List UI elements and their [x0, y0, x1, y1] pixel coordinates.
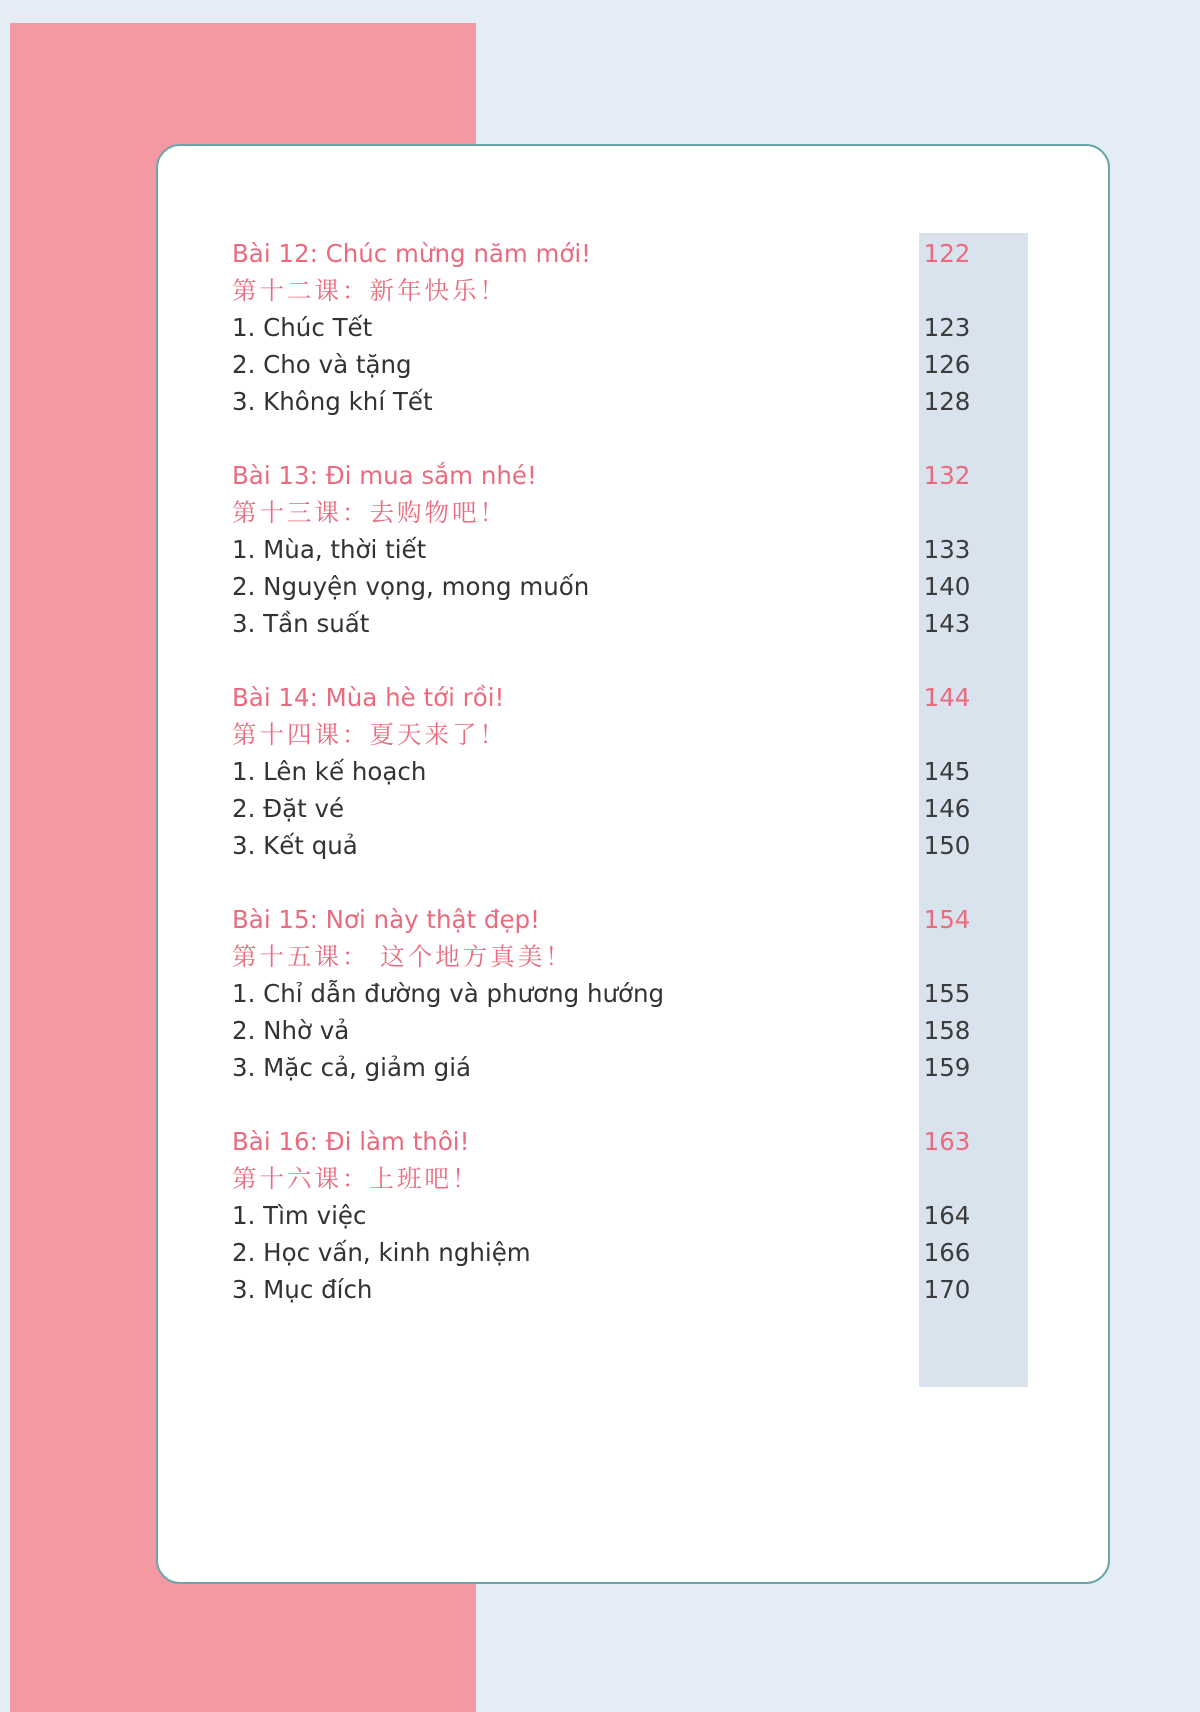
lesson-title: Bài 13: Đi mua sắm nhé!: [232, 461, 537, 490]
toc-item-label: 1. Chỉ dẫn đường và phương hướng: [232, 979, 665, 1008]
lesson-chinese-title: 第十三课：去购物吧！: [232, 498, 507, 527]
toc-item-label: 2. Cho và tặng: [232, 350, 412, 379]
toc-item-label: 2. Đặt vé: [232, 794, 345, 823]
lesson-13: [232, 457, 982, 642]
toc-item-label: 3. Mục đích: [232, 1275, 373, 1304]
toc-item-label: 1. Tìm việc: [232, 1201, 367, 1230]
toc-item-page: 146: [923, 794, 971, 823]
lesson-title-row[interactable]: [232, 457, 982, 494]
toc-item-page: 150: [923, 831, 971, 860]
toc-item-label: 2. Nhờ vả: [232, 1016, 350, 1045]
toc-item[interactable]: [232, 531, 982, 568]
lesson-chinese-title: 第十四课：夏天来了！: [232, 720, 507, 749]
lesson-title: Bài 15: Nơi này thật đẹp!: [232, 905, 540, 934]
lesson-chinese-title: 第十二课：新年快乐！: [232, 276, 507, 305]
toc-item-label: 3. Kết quả: [232, 831, 358, 860]
lesson-title-row[interactable]: [232, 1123, 982, 1160]
toc-item[interactable]: [232, 383, 982, 420]
toc-item[interactable]: [232, 1234, 982, 1271]
toc-item[interactable]: [232, 1049, 982, 1086]
lesson-page-number: 132: [923, 461, 971, 490]
toc-item-label: 1. Chúc Tết: [232, 313, 373, 342]
toc-item[interactable]: [232, 568, 982, 605]
lesson-title-row[interactable]: [232, 679, 982, 716]
lesson-chinese-title: 第十五课： 这个地方真美！: [232, 942, 573, 971]
toc-item-page: 158: [923, 1016, 971, 1045]
toc-item-page: 166: [923, 1238, 971, 1267]
lesson-16: [232, 1123, 982, 1308]
toc-item-page: 128: [923, 387, 971, 416]
toc-item-page: 143: [923, 609, 971, 638]
toc-item-label: 1. Lên kế hoạch: [232, 757, 427, 786]
lesson-15: [232, 901, 982, 1086]
toc-item[interactable]: [232, 790, 982, 827]
toc-item-label: 2. Nguyện vọng, mong muốn: [232, 572, 590, 601]
toc-item-page: 126: [923, 350, 971, 379]
toc-item-page: 164: [923, 1201, 971, 1230]
toc-item[interactable]: [232, 309, 982, 346]
lesson-page-number: 122: [923, 239, 971, 268]
lesson-12: [232, 235, 982, 420]
lesson-14: [232, 679, 982, 864]
lesson-page-number: 163: [923, 1127, 971, 1156]
toc-item-page: 145: [923, 757, 971, 786]
toc-card: [156, 144, 1110, 1584]
toc-item-label: 2. Học vấn, kinh nghiệm: [232, 1238, 531, 1267]
toc-item-label: 3. Không khí Tết: [232, 387, 433, 416]
lesson-title-row[interactable]: [232, 901, 982, 938]
toc-item-label: 3. Mặc cả, giảm giá: [232, 1053, 472, 1082]
toc-item-page: 123: [923, 313, 971, 342]
toc-item[interactable]: [232, 1271, 982, 1308]
lesson-title-row[interactable]: [232, 235, 982, 272]
toc-item[interactable]: [232, 605, 982, 642]
toc-item[interactable]: [232, 1197, 982, 1234]
toc-item-label: 1. Mùa, thời tiết: [232, 535, 427, 564]
toc-item-label: 3. Tần suất: [232, 609, 370, 638]
lesson-chinese-title: 第十六课：上班吧！: [232, 1164, 480, 1193]
toc-item[interactable]: [232, 346, 982, 383]
toc-item-page: 133: [923, 535, 971, 564]
lesson-page-number: 154: [923, 905, 971, 934]
toc-item[interactable]: [232, 827, 982, 864]
toc-item-page: 159: [923, 1053, 971, 1082]
toc-item[interactable]: [232, 1012, 982, 1049]
lesson-title: Bài 16: Đi làm thôi!: [232, 1127, 470, 1156]
toc-item[interactable]: [232, 975, 982, 1012]
lesson-title: Bài 12: Chúc mừng năm mới!: [232, 239, 591, 268]
toc-item-page: 155: [923, 979, 971, 1008]
toc-item-page: 170: [923, 1275, 971, 1304]
toc-item[interactable]: [232, 753, 982, 790]
lesson-page-number: 144: [923, 683, 971, 712]
toc-item-page: 140: [923, 572, 971, 601]
table-of-contents: [232, 235, 982, 1345]
lesson-title: Bài 14: Mùa hè tới rồi!: [232, 683, 505, 712]
